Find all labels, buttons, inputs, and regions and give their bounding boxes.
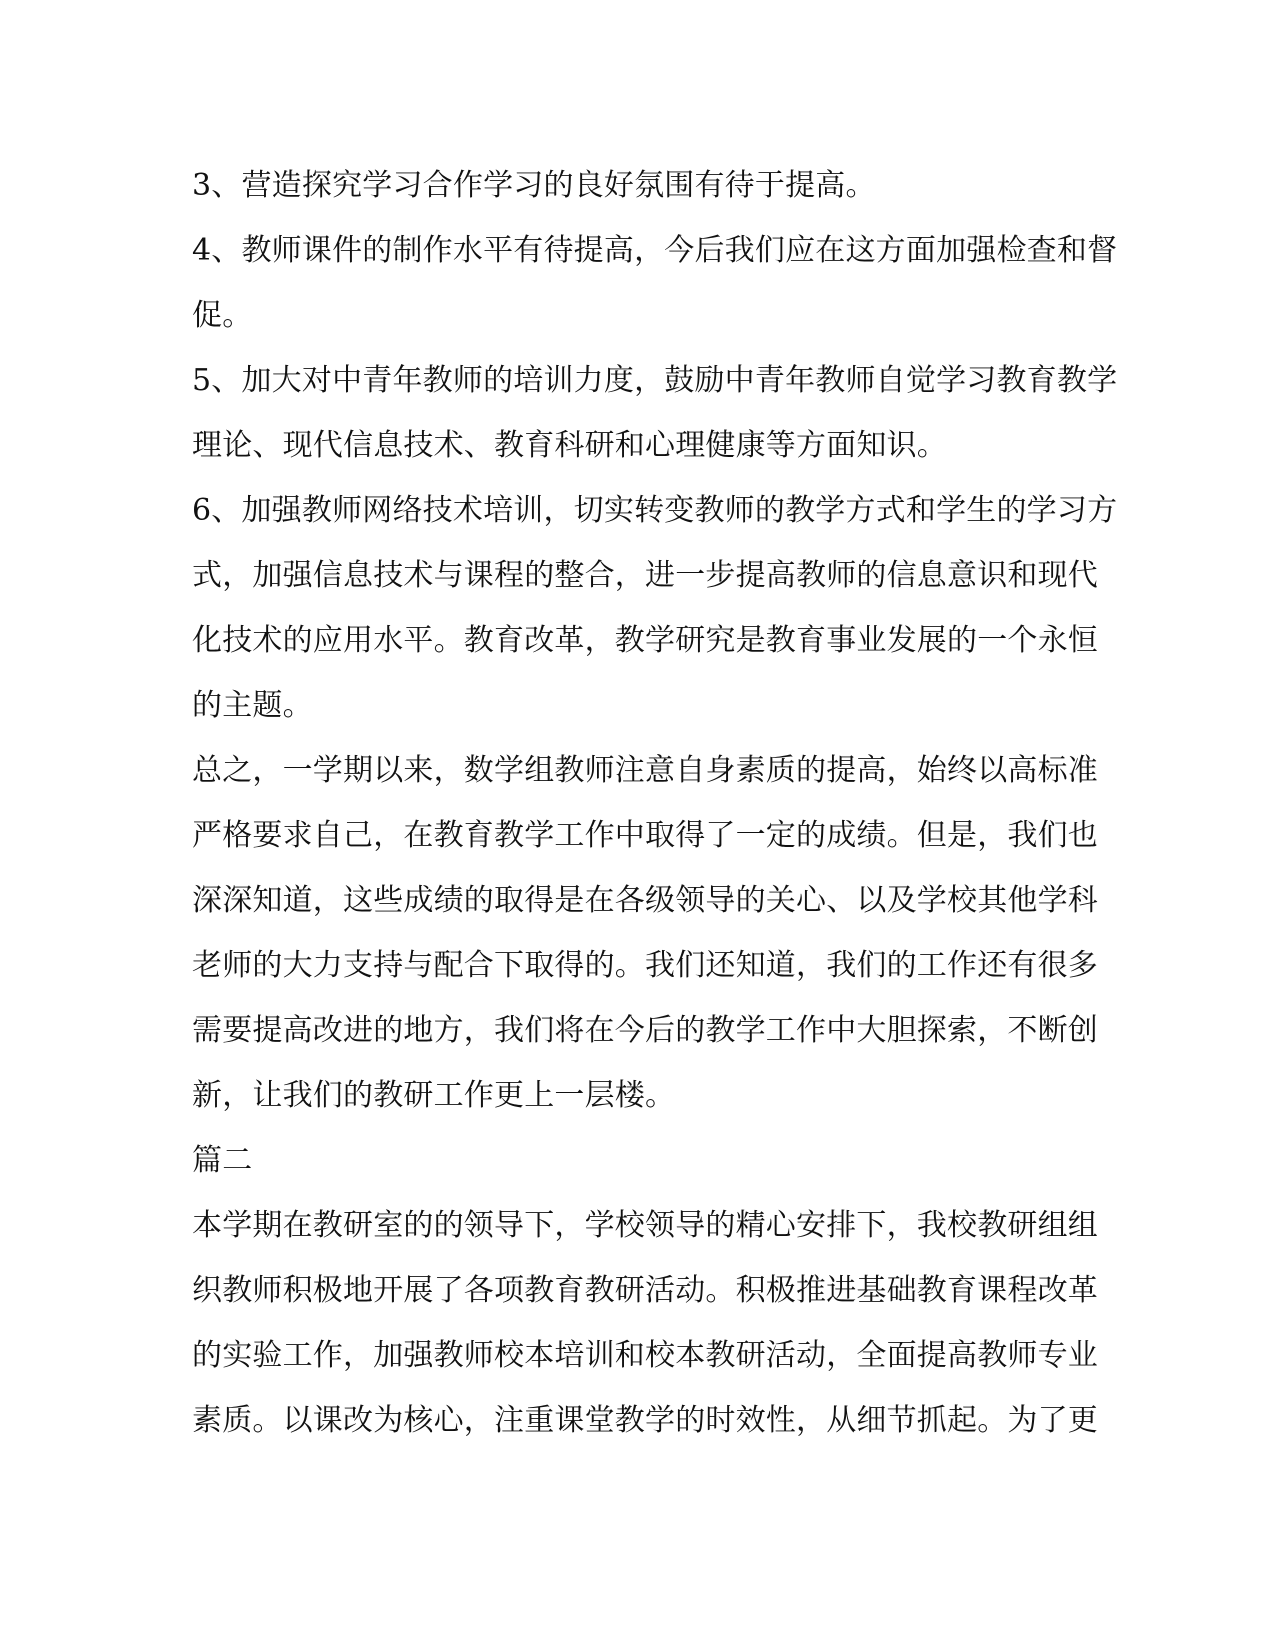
text-line: 素质。以课改为核心，注重课堂教学的时效性，从细节抓起。为了更: [192, 1403, 1098, 1438]
text-line: 6、加强教师网络技术培训，切实转变教师的教学方式和学生的学习方: [192, 493, 1118, 528]
text-line: 需要提高改进的地方，我们将在今后的教学工作中大胆探索，不断创: [192, 1013, 1098, 1048]
text-line: 新，让我们的教研工作更上一层楼。: [192, 1078, 676, 1113]
text-line: 总之，一学期以来，数学组教师注意自身素质的提高，始终以高标准: [192, 753, 1098, 788]
section-heading: 篇二: [192, 1143, 253, 1178]
text-line: 3、营造探究学习合作学习的良好氛围有待于提高。: [192, 168, 876, 203]
text-line: 4、教师课件的制作水平有待提高，今后我们应在这方面加强检查和督: [192, 233, 1118, 268]
text-line: 的主题。: [192, 688, 313, 723]
body-text: [192, 153, 1118, 1453]
text-line: 织教师积极地开展了各项教育教研活动。积极推进基础教育课程改革: [192, 1273, 1098, 1308]
text-line: 的实验工作，加强教师校本培训和校本教研活动，全面提高教师专业: [192, 1338, 1098, 1373]
text-line: 式，加强信息技术与课程的整合，进一步提高教师的信息意识和现代: [192, 558, 1098, 593]
text-line: 5、加大对中青年教师的培训力度，鼓励中青年教师自觉学习教育教学: [192, 363, 1118, 398]
text-line: 理论、现代信息技术、教育科研和心理健康等方面知识。: [192, 428, 947, 463]
text-line: 老师的大力支持与配合下取得的。我们还知道，我们的工作还有很多: [192, 948, 1098, 983]
text-line: 深深知道，这些成绩的取得是在各级领导的关心、以及学校其他学科: [192, 883, 1098, 918]
text-line: 化技术的应用水平。教育改革，教学研究是教育事业发展的一个永恒: [192, 623, 1098, 658]
text-line: 本学期在教研室的的领导下，学校领导的精心安排下，我校教研组组: [192, 1208, 1098, 1243]
text-line: 促。: [192, 298, 253, 333]
text-line: 严格要求自己，在教育教学工作中取得了一定的成绩。但是，我们也: [192, 818, 1098, 853]
